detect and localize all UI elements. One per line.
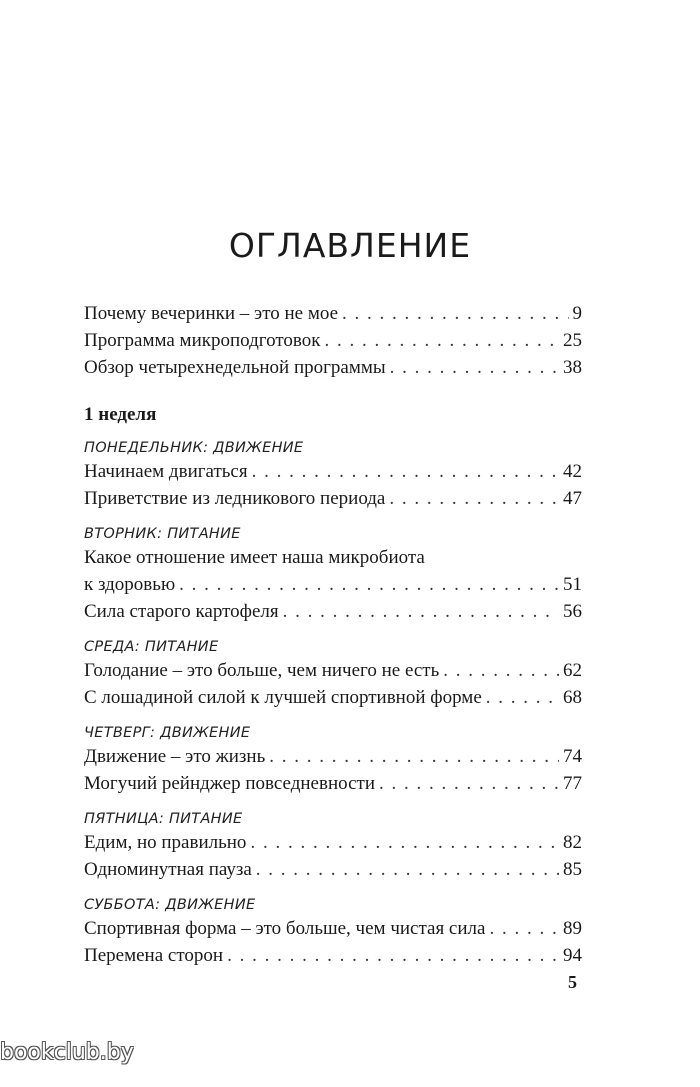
dot-leader <box>252 458 559 485</box>
dot-leader <box>179 571 559 598</box>
table-of-contents <box>84 300 582 969</box>
toc-entry-label-line1[interactable]: Какое отношение имеет наша микробиота <box>84 547 425 568</box>
toc-entry-page: 38 <box>563 357 582 378</box>
toc-entry-label: Голодание – это больше, чем ничего не есть <box>84 660 440 681</box>
toc-entry[interactable] <box>84 743 582 770</box>
dot-leader <box>342 300 568 327</box>
toc-entry-page: 42 <box>563 461 582 482</box>
dot-leader <box>250 829 559 856</box>
toc-entry-label: Сила старого картофеля <box>84 601 279 622</box>
toc-entry-page: 51 <box>563 574 582 595</box>
toc-entry-page: 77 <box>563 773 582 794</box>
day-section-heading: ПЯТНИЦА: ПИТАНИЕ <box>84 811 243 827</box>
toc-entry-label: С лошадиной силой к лучшей спортивной форме <box>84 687 482 708</box>
day-section-heading: СУББОТА: ДВИЖЕНИЕ <box>84 897 256 913</box>
toc-entry[interactable] <box>84 571 582 598</box>
dot-leader <box>389 485 559 512</box>
toc-entry[interactable] <box>84 915 582 942</box>
toc-entry-page: 94 <box>563 945 582 966</box>
toc-entry[interactable] <box>84 354 582 381</box>
toc-entry-page: 74 <box>563 746 582 767</box>
toc-entry-page: 56 <box>563 601 582 622</box>
toc-entry-label: Спортивная форма – это больше, чем чистая сила <box>84 918 486 939</box>
toc-entry-page: 25 <box>563 330 582 351</box>
toc-entry-label: Программа микроподготовок <box>84 330 321 351</box>
toc-entry[interactable] <box>84 300 582 327</box>
toc-entry-label: Одноминутная пауза <box>84 859 252 880</box>
dot-leader <box>443 657 559 684</box>
toc-entry-page: 89 <box>563 918 582 939</box>
toc-entry-label: Перемена сторон <box>84 945 224 966</box>
toc-entry-label: к здоровью <box>84 574 176 595</box>
dot-leader <box>390 354 559 381</box>
toc-entry-page: 47 <box>563 488 582 509</box>
toc-entry[interactable] <box>84 856 582 883</box>
toc-entry[interactable] <box>84 829 582 856</box>
toc-entry[interactable] <box>84 327 582 354</box>
watermark: bookclub.by <box>0 1040 134 1065</box>
toc-entry[interactable] <box>84 684 582 711</box>
day-section-heading: ВТОРНИК: ПИТАНИЕ <box>84 526 241 542</box>
toc-entry-label: Едим, но правильно <box>84 832 247 853</box>
toc-entry-label: Начинаем двигаться <box>84 461 248 482</box>
toc-entry[interactable] <box>84 598 582 625</box>
toc-entry-label: Могучий рейнджер повседневности <box>84 773 376 794</box>
toc-entry[interactable] <box>84 657 582 684</box>
dot-leader <box>379 770 559 797</box>
dot-leader <box>227 942 559 969</box>
toc-entry[interactable] <box>84 770 582 797</box>
page-title: ОГЛАВЛЕНИЕ <box>228 226 472 265</box>
toc-entry-page: 62 <box>563 660 582 681</box>
toc-entry-label: Почему вечеринки – это не мое <box>84 303 339 324</box>
dot-leader <box>283 598 559 625</box>
week-heading: 1 неделя <box>84 404 157 425</box>
toc-entry-page: 68 <box>563 687 582 708</box>
day-section-heading: СРЕДА: ПИТАНИЕ <box>84 639 219 655</box>
page-number: 5 <box>568 972 577 992</box>
dot-leader <box>256 856 559 883</box>
dot-leader <box>489 915 559 942</box>
toc-entry-page: 82 <box>563 832 582 853</box>
toc-entry-label: Приветствие из ледникового периода <box>84 488 386 509</box>
toc-entry-page: 85 <box>563 859 582 880</box>
dot-leader <box>324 327 559 354</box>
toc-entry-page: 9 <box>572 303 582 324</box>
toc-entry[interactable] <box>84 485 582 512</box>
day-section-heading: ЧЕТВЕРГ: ДВИЖЕНИЕ <box>84 725 251 741</box>
day-section-heading: ПОНЕДЕЛЬНИК: ДВИЖЕНИЕ <box>84 440 304 456</box>
toc-entry[interactable] <box>84 458 582 485</box>
toc-entry[interactable] <box>84 942 582 969</box>
dot-leader <box>486 684 559 711</box>
toc-entry-label: Обзор четырехнедельной программы <box>84 357 386 378</box>
dot-leader <box>269 743 559 770</box>
toc-entry-label: Движение – это жизнь <box>84 746 266 767</box>
